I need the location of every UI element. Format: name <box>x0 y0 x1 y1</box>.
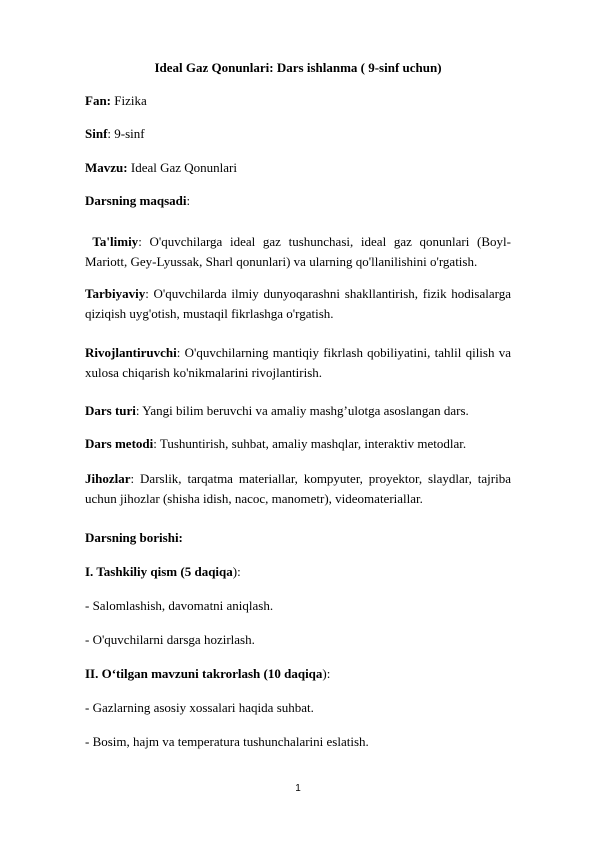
dars-metodi <box>85 434 511 454</box>
goal-tarbiyaviy-text: : O'quvchilarda ilmiy dunyoqarashni shakllantirish, fizik hodisalarga qiziqish uyg'otish, mustaqil fikrlashga o'rgatish. <box>85 286 511 321</box>
field-fan-label: Fan: <box>85 93 111 108</box>
document-title: Ideal Gaz Qonunlari: Dars ishlanma ( 9-sinf uchun) <box>154 60 442 75</box>
goal-talimiy-label: Ta'limiy <box>85 234 139 249</box>
goal-talimiy-text: : O'quvchilarga ideal gaz tushunchasi, ideal gaz qonunlari (Boyl-Mariott, Gey-Lyussak, Sharl qonunlari) va ularning qo'llanilishini o'rgatish. <box>85 234 511 269</box>
field-maqsad <box>85 191 511 211</box>
dars-metodi-text: : Tushuntirish, suhbat, amaliy mashqlar, interaktiv metodlar. <box>153 436 467 451</box>
section2-heading <box>85 664 511 684</box>
field-sinf <box>85 124 511 144</box>
section1-tail: ): <box>232 564 241 579</box>
jihozlar-label: Jihozlar <box>85 471 131 486</box>
section2-item: - Bosim, hajm va temperatura tushunchalarini eslatish. <box>85 734 369 749</box>
darsning-borishi-heading: Darsning borishi: <box>85 530 183 545</box>
field-maqsad-value: : <box>186 193 191 208</box>
field-fan <box>85 91 511 111</box>
dars-metodi-label: Dars metodi <box>85 436 154 451</box>
field-fan-value: Fizika <box>111 93 147 108</box>
goal-rivojlantiruvchi-text: : O'quvchilarning mantiqiy fikrlash qobiliyatini, tahlil qilish va xulosa chiqarish ko'nikmalarini rivojlantirish. <box>85 345 511 380</box>
goal-tarbiyaviy <box>85 284 511 324</box>
section1-item: - O'quvchilarni darsga hozirlash. <box>85 632 255 647</box>
goal-talimiy <box>85 232 511 272</box>
section1-heading <box>85 562 511 582</box>
jihozlar <box>85 469 511 509</box>
page-number: 1 <box>295 783 301 794</box>
field-mavzu-label: Mavzu: <box>85 160 128 175</box>
goal-tarbiyaviy-label: Tarbiyaviy <box>85 286 146 301</box>
section1-item: - Salomlashish, davomatni aniqlash. <box>85 598 274 613</box>
field-sinf-value: : 9-sinf <box>107 126 145 141</box>
field-mavzu-value: Ideal Gaz Qonunlari <box>127 160 237 175</box>
dars-turi-text: : Yangi bilim beruvchi va amaliy mashg’ulotga asoslangan dars. <box>135 403 469 418</box>
field-sinf-label: Sinf <box>85 126 108 141</box>
goal-rivojlantiruvchi-label: Rivojlantiruvchi <box>85 345 177 360</box>
jihozlar-text: : Darslik, tarqatma materiallar, kompyuter, proyektor, slaydlar, tajriba uchun jihozlar (shisha idish, nacoc, manometr), videomateriallar. <box>85 471 511 506</box>
field-mavzu <box>85 158 511 178</box>
dars-turi <box>85 401 511 421</box>
section2-tail: ): <box>322 666 331 681</box>
dars-turi-label: Dars turi <box>85 403 136 418</box>
section2-title: II. O‘tilgan mavzuni takrorlash (10 daqiqa <box>85 666 323 681</box>
section2-item: - Gazlarning asosiy xossalari haqida suhbat. <box>85 700 314 715</box>
goal-rivojlantiruvchi <box>85 343 511 383</box>
field-maqsad-label: Darsning maqsadi <box>85 193 187 208</box>
section1-title: I. Tashkiliy qism (5 daqiqa <box>85 564 233 579</box>
